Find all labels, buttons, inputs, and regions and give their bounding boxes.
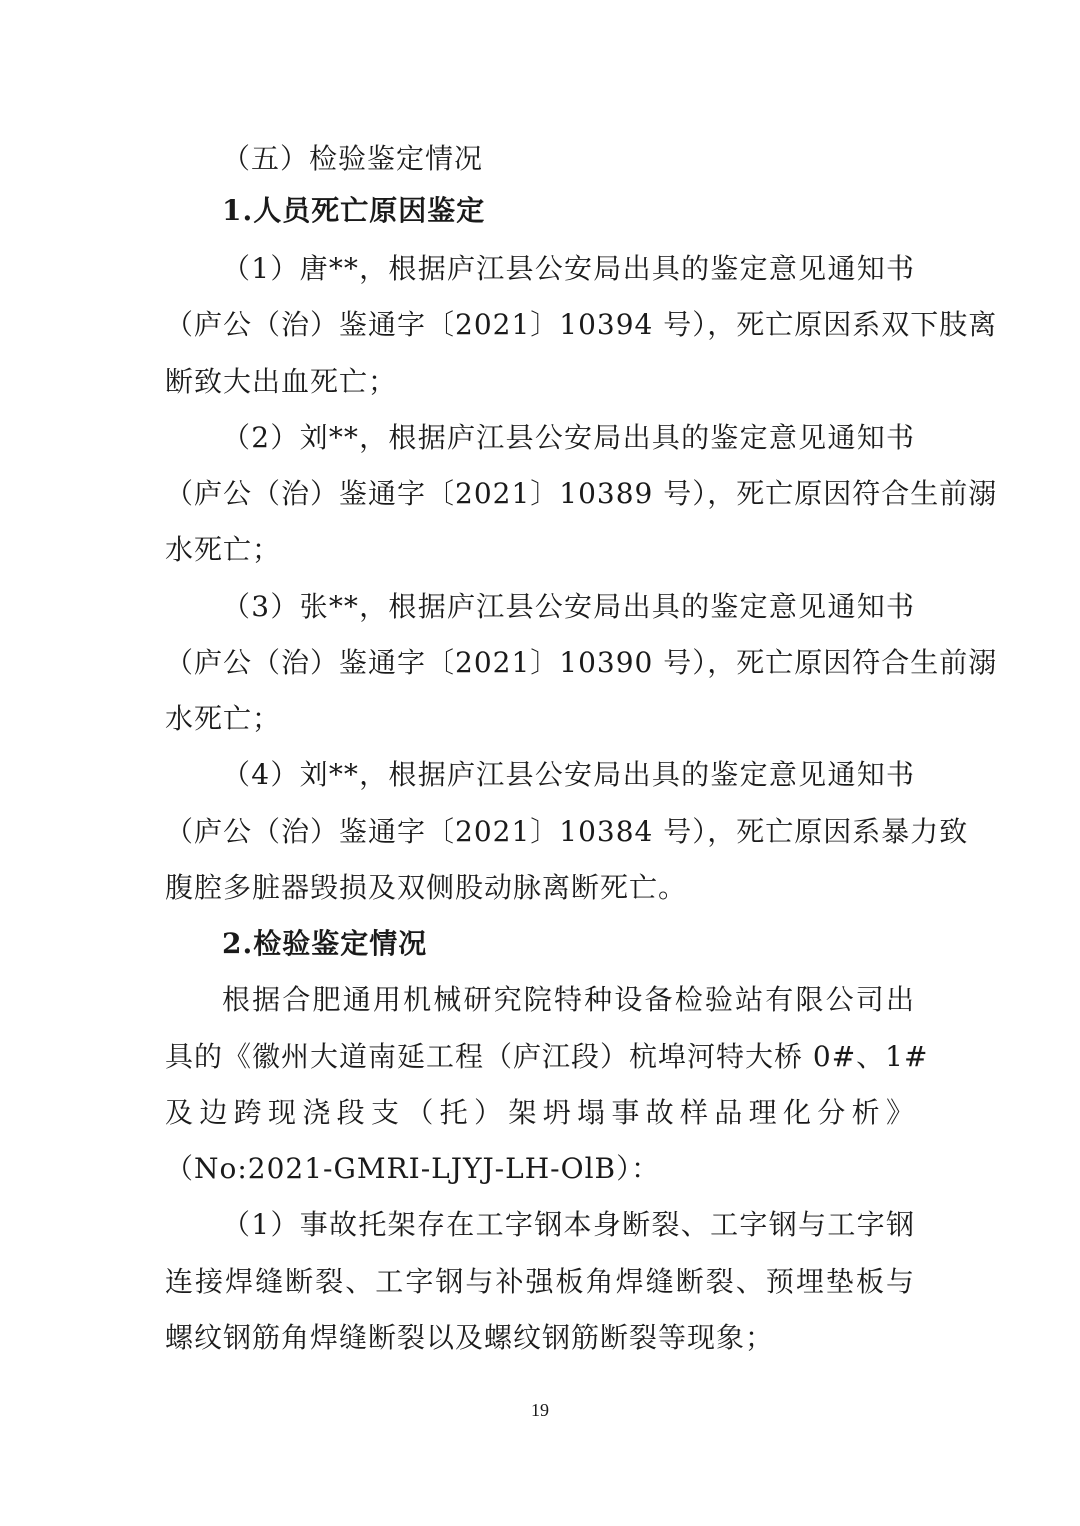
paragraph-line: （庐公（治）鉴通字〔2021〕10384 号），死亡原因系暴力致 — [165, 815, 969, 848]
paragraph-line: （庐公（治）鉴通字〔2021〕10390 号），死亡原因符合生前溺 — [165, 646, 998, 679]
paragraph-line: （2）刘**，根据庐江县公安局出具的鉴定意见通知书 — [222, 421, 915, 454]
section-heading: （五）检验鉴定情况 — [222, 142, 484, 175]
paragraph-line: 螺纹钢筋角焊缝断裂以及螺纹钢筋断裂等现象； — [165, 1321, 775, 1354]
report-number-line: （No:2021-GMRI-LJYJ-LH-OlB）： — [165, 1152, 661, 1185]
paragraph-line: 水死亡； — [165, 533, 282, 566]
paragraph-line: （1）唐**，根据庐江县公安局出具的鉴定意见通知书 — [222, 252, 915, 285]
paragraph-line: （庐公（治）鉴通字〔2021〕10389 号），死亡原因符合生前溺 — [165, 477, 998, 510]
paragraph-line: （庐公（治）鉴通字〔2021〕10394 号），死亡原因系双下肢离 — [165, 308, 998, 341]
paragraph-line: （1）事故托架存在工字钢本身断裂、工字钢与工字钢 — [222, 1208, 915, 1241]
page-number: 19 — [531, 1400, 549, 1420]
paragraph-line: 断致大出血死亡； — [165, 365, 398, 398]
subsection-title-inspection: 2.检验鉴定情况 — [222, 927, 428, 960]
paragraph-line: 根据合肥通用机械研究院特种设备检验站有限公司出 — [222, 983, 915, 1016]
paragraph-line: 腹腔多脏器毁损及双侧股动脉离断死亡。 — [165, 871, 688, 904]
paragraph-line: （4）刘**，根据庐江县公安局出具的鉴定意见通知书 — [222, 758, 915, 791]
paragraph-line: （3）张**，根据庐江县公安局出具的鉴定意见通知书 — [222, 590, 915, 623]
paragraph-line: 水死亡； — [165, 702, 282, 735]
paragraph-line: 连接焊缝断裂、工字钢与补强板角焊缝断裂、预埋垫板与 — [165, 1265, 915, 1298]
subsection-title-death-cause: 1.人员死亡原因鉴定 — [222, 194, 486, 227]
paragraph-line: 具的《徽州大道南延工程（庐江段）杭埠河特大桥 0#、1# — [165, 1040, 929, 1073]
paragraph-line: 及边跨现浇段支（托）架坍塌事故样品理化分析》 — [165, 1096, 915, 1129]
